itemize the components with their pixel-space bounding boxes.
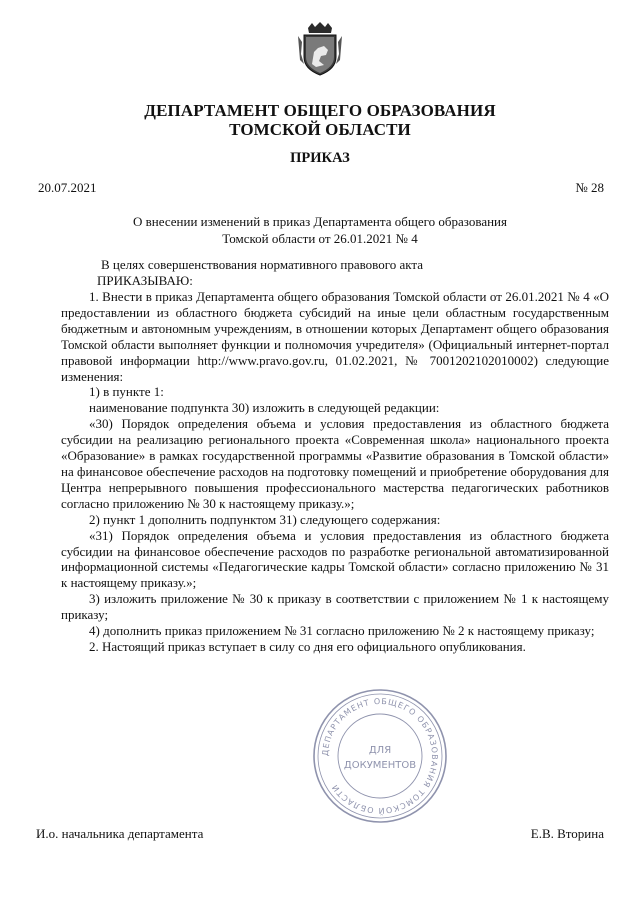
document-subject: [0, 213, 640, 247]
stamp-center-line2: ДОКУМЕНТОВ: [343, 760, 417, 771]
document-stamp: [312, 688, 448, 824]
paragraph-1: 1. Внести в приказ Департамента общего образования Томской области от 26.01.2021 № 4 «О предоставлении из областного бюджета субсидий на иные цели областным государственным бюджетным и автономным учреждениям, в отношении которых Департамент общего образования Томской области выполняет функции и полномочия учредителя» (Официальный интернет-портал правовой информации http://www.pravo.gov.ru, 01.02.2021, № 7001202102010002) следующие изменения:: [61, 289, 609, 384]
signer-name: Е.В. Вторина: [530, 826, 604, 841]
order-word: ПРИКАЗЫВАЮ:: [97, 272, 193, 288]
document-type: ПРИКАЗ: [290, 150, 350, 166]
paragraph-1-1: 1) в пункте 1:: [89, 384, 164, 400]
organization-name-line1: ДЕПАРТАМЕНТ ОБЩЕГО ОБРАЗОВАНИЯ: [144, 101, 496, 120]
signer-position: И.о. начальника департамента: [36, 826, 204, 841]
paragraph-1-1-text: наименование подпункта 30) изложить в следующей редакции:: [89, 400, 440, 416]
organization-name-line2: ТОМСКОЙ ОБЛАСТИ: [229, 120, 411, 139]
document-number: № 28: [575, 180, 604, 195]
document-body: [89, 257, 609, 289]
document-date: 20.07.2021: [38, 180, 97, 195]
subject-line1: О внесении изменений в приказ Департамента общего образования: [133, 214, 507, 229]
paragraph-1-1-quote: «30) Порядок определения объема и условия предоставления из областного бюджета субсидии на реализацию регионального проекта «Современная школа» национального проекта «Образование» в рамках государственной программы «Развитие образования в Томской области» на финансовое обеспечение расходов на подготовку помещений и приобретение оборудования для Центра непрерывного повышения профессионального мастерства педагогических работников согласно приложению № 30 к настоящему приказу.»;: [61, 416, 609, 511]
stamp-ring-text: ДЕПАРТАМЕНТ ОБЩЕГО ОБРАЗОВАНИЯ ТОМСКОЙ ОБЛАСТИ: [320, 696, 440, 816]
subject-line2: Томской области от 26.01.2021 № 4: [222, 231, 418, 246]
intro-paragraph: В целях совершенствования нормативного правового акта: [101, 257, 424, 272]
coat-of-arms-icon: [298, 22, 342, 76]
stamp-center-line1: ДЛЯ: [368, 745, 392, 756]
paragraph-2: 2. Настоящий приказ вступает в силу со дня его официального опубликования.: [89, 638, 526, 654]
paragraph-1-2-quote: «31) Порядок определения объема и условия предоставления из областного бюджета субсидии на финансовое обеспечение расходов по разработке региональной автоматизированной информационной системы «Педагогические кадры Томской области» согласно приложению № 31 к настоящему приказу.»;: [61, 527, 609, 591]
paragraph-1-3: 3) изложить приложение № 30 к приказу в соответствии с приложением № 1 к настоящему приказу;: [61, 591, 609, 623]
document-body-main: [61, 289, 609, 655]
paragraph-1-2: 2) пункт 1 дополнить подпунктом 31) следующего содержания:: [89, 511, 441, 527]
svg-text:ДЕПАРТАМЕНТ ОБЩЕГО ОБРАЗОВАНИЯ: [321, 697, 439, 817]
paragraph-1-4: 4) дополнить приказ приложением № 31 согласно приложению № 2 к настоящему приказу;: [89, 623, 595, 639]
